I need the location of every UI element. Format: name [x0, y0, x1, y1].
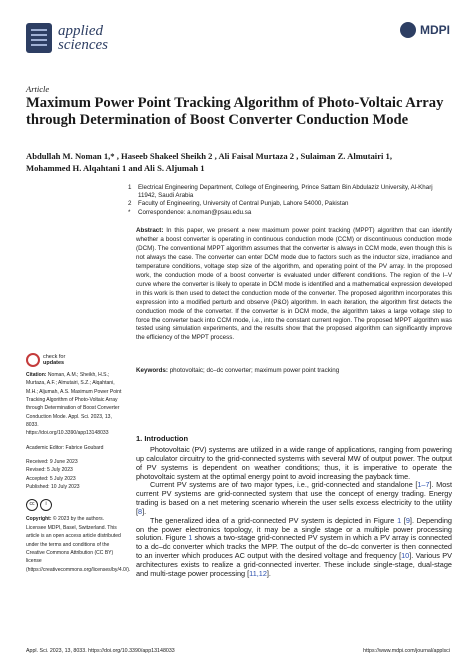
journal-name	[58, 24, 108, 52]
check-for-updates-button[interactable]	[26, 353, 65, 367]
reference-link[interactable]: 1–7	[417, 480, 430, 490]
figure-link[interactable]: 1	[397, 515, 402, 525]
affiliations	[128, 184, 448, 217]
reference-link[interactable]: 8	[138, 506, 143, 516]
paper-title: Maximum Power Point Tracking Algorithm of Photo-Voltaic Array through Determination of Boost Converter Conduction Mode	[26, 95, 444, 128]
check-updates-line2: updates	[43, 360, 65, 366]
date-revised: Revised: 5 July 2023	[26, 467, 73, 474]
date-received: Received: 9 June 2023	[26, 459, 78, 466]
citation	[26, 371, 122, 438]
affiliation-item	[128, 184, 448, 200]
sidebar-info	[26, 371, 131, 574]
section-heading: 1. Introduction	[136, 434, 189, 443]
intro-paragraph-1: Photovoltaic (PV) systems are utilized in a wide range of applications, ranging from powering up calculator circuitry to the grid-connected systems with several MW of output power. The output of PV systems is dependent on weather conditions; thus, it is imperative to operate the photovoltaic system at the optimal energy point to avoid increasing the payback time.	[136, 445, 452, 481]
reference-link[interactable]: 10	[401, 551, 410, 561]
introduction-body	[136, 446, 452, 579]
affiliation-text: Electrical Engineering Department, College of Engineering, Prince Sattam Bin Abdulaziz University, Al-Kharj 11942, Saudi Arabia	[138, 184, 433, 200]
copyright-text: © 2023 by the authors. Licensee MDPI, Basel, Switzerland. This article is an open access article distributed under the terms and conditions of the Creative Commons Attribution (CC BY) license (https://creativecommons.org/licenses/by/4.0/).	[26, 516, 131, 573]
figure-link[interactable]: 1	[188, 533, 193, 543]
affiliation-marker: 2	[128, 200, 132, 208]
intro-paragraph-3: The generalized idea of a grid-connected PV system is depicted in Figure 1 [9]. Depending on the power electronics topology, it may be a single stage or a multiple power processing solution. Figure 1 shows a two-stage grid-connected PV system in which a PV array is connected to a dc–dc converter which tracks the MPP. The output of the dc–dc converter is then connected to an inverter which produces AC output with the desired voltage and frequency [10]. Various PV architectures exists to realize a grid-connected inverter. These include single-stage, dual-stage and multi-stage power processing [11,12].	[136, 515, 452, 578]
abstract-label: Abstract:	[136, 227, 164, 234]
abstract	[136, 227, 452, 343]
cc-license-badge[interactable]	[26, 499, 52, 511]
check-updates-icon	[26, 353, 40, 367]
publisher-name: MDPI	[420, 23, 450, 37]
check-updates-line1: check for	[43, 354, 66, 360]
check-updates-label	[43, 354, 65, 366]
date-accepted: Accepted: 5 July 2023	[26, 475, 76, 482]
keywords	[136, 367, 452, 376]
publisher-logo[interactable]	[400, 22, 450, 38]
journal-name-line2: sciences	[58, 37, 108, 53]
reference-link[interactable]: 11,12	[249, 568, 267, 578]
by-icon: i	[40, 499, 52, 511]
copyright	[26, 515, 131, 573]
mdpi-icon	[400, 22, 416, 38]
journal-logo-icon	[26, 23, 52, 53]
citation-label: Citation:	[26, 372, 47, 378]
citation-text: Noman, A.M.; Sheikh, H.S.; Murtaza, A.F.; Almutairi, S.Z.; Alqahtani, M.H.; Aljumah, A.S. Maximum Power Point Tracking Algorithm of Photo-Voltaic Array through Determination of Boost Converter Conduction Mode. Appl. Sci. 2023, 13, 8033. https://doi.org/10.3390/app13148033	[26, 372, 122, 437]
journal-name-line1: applied	[58, 23, 103, 39]
cc-icon: cc	[26, 499, 38, 511]
keywords-text: photovoltaic; dc–dc converter; maximum power point tracking	[169, 367, 340, 374]
academic-editor: Academic Editor: Fabrice Goubard	[26, 444, 104, 451]
article-type: Article	[26, 84, 50, 94]
journal-logo[interactable]	[26, 14, 128, 62]
affiliation-marker: *	[128, 208, 131, 216]
intro-paragraph-2: Current PV systems are of two major types, i.e., grid-connected and standalone [1–7]. Most current PV systems are grid-connected system that use the concept of energy trading. Energy trading is based on a net metering scenario wherein the user sells excess electricity to the utility [8].	[136, 480, 452, 516]
author-line-1: Abdullah M. Noman 1,* , Haseeb Shakeel Sheikh 2 , Ali Faisal Murtaza 2 , Sulaiman Z. Almutairi 1,	[26, 151, 392, 161]
copyright-label: Copyright:	[26, 516, 52, 523]
affiliation-marker: 1	[128, 184, 132, 191]
abstract-text: In this paper, we present a new maximum power point tracking (MPPT) algorithm that can identify whether a boost converter is operating in continuous conduction mode (CCM) or discontinuous conduction mode (DCM). The conventional MPPT algorithm assumes that the converter is always in CCM mode, even though this is not always the case. The converter can enter DCM mode due to factors such as the inductor size, irradiance and temperature conditions, voltage step size of the algorithm, and operating point of the PV array. In the proposed work, the conduction mode of a boost converter is evaluated under different conditions. The region of the I–V curve where the converter is likely to operate in DCM mode is identified and a mathematical expression developed in this work is then used to detect the conduction mode of the converter. The proposed algorithm incorporates this expression into a modified perturb and observe (P&O) algorithm. In each iteration, the algorithm first detects the conduction mode of the converter. If the converter is in DCM mode, the algorithm takes a large voltage step to force the converter back into CCM mode, i.e., into the constant current region. The proposed MPPT algorithm was tested using simulation experiments, and the results show that the proposed algorithm can significantly improve the efficiency of the MPPT process.	[136, 227, 452, 342]
date-published: Published: 10 July 2023	[26, 484, 80, 491]
correspondence-email[interactable]: Correspondence: a.noman@psau.edu.sa	[138, 208, 252, 216]
affiliation-item	[128, 209, 448, 217]
author-list	[26, 150, 446, 174]
affiliation-item	[128, 200, 448, 208]
keywords-label: Keywords:	[136, 367, 168, 374]
reference-link[interactable]: 9	[405, 515, 410, 525]
footer-citation: Appl. Sci. 2023, 13, 8033. https://doi.org/10.3390/app13148033	[26, 648, 175, 654]
affiliation-text: Faculty of Engineering, University of Central Punjab, Lahore 54000, Pakistan	[138, 200, 349, 208]
author-line-2: Mohammed H. Alqahtani 1 and Ali S. Aljumah 1	[26, 163, 205, 173]
footer-journal-url[interactable]: https://www.mdpi.com/journal/applsci	[363, 648, 450, 654]
